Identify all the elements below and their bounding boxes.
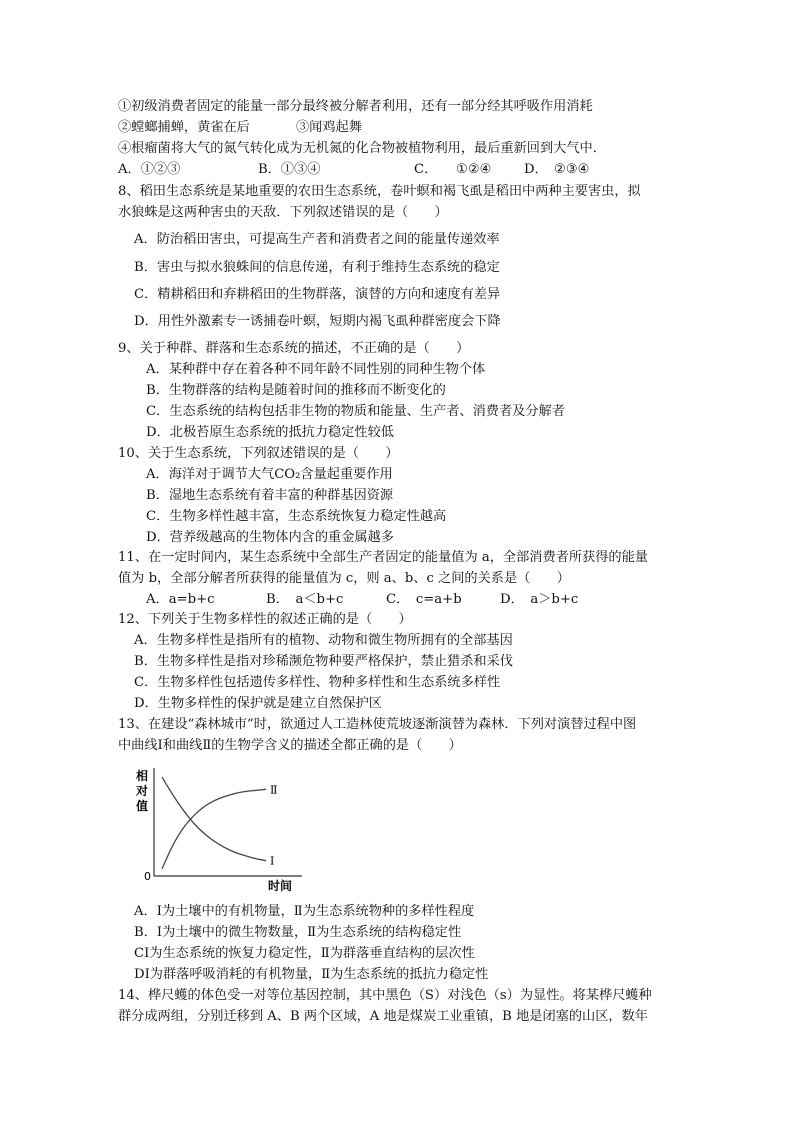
- y-axis-label-char-1: 相: [136, 769, 149, 783]
- q8-option-d: D．用性外激素专一诱捕卷叶螟，短期内褐飞虱种群密度会下降: [134, 314, 501, 329]
- q9-option-c: C．生态系统的结构包括非生物的物质和能量、生产者、消费者及分解者: [146, 404, 565, 419]
- q10-option-b: B．湿地生态系统有着丰富的种群基因资源: [146, 488, 394, 503]
- q10-option-c: C．生物多样性越丰富，生态系统恢复力稳定性越高: [146, 509, 447, 524]
- curve-label-2: Ⅰ: [270, 854, 275, 868]
- q13-option-c: CⅠ为生态系统的恢复力稳定性，Ⅱ为群落垂直结构的层次性: [134, 946, 475, 961]
- curve-series-2: [162, 777, 266, 861]
- q14-stem-line1: 14、桦尺蠖的体色受一对等位基因控制，其中黑色（S）对浅色（s）为显性。将某桦尺蠖种: [118, 988, 652, 1003]
- q14-stem-line2: 群分成两组，分别迁移到 A、B 两个区域，A 地是煤炭工业重镇，B 地是闭塞的山区，数年: [118, 1009, 648, 1024]
- y-axis-label-char-2: 对: [136, 784, 149, 798]
- y-axis-label-char-3: 值: [136, 799, 149, 813]
- q11-option-c: C． c=a+b: [386, 592, 462, 607]
- q12-option-c: C．生物多样性包括遗传多样性、物种多样性和生态系统多样性: [134, 675, 501, 690]
- q11-stem-line1: 11、在一定时间内，某生态系统中全部生产者固定的能量值为 a，全部消费者所获得的能量: [118, 550, 648, 565]
- q8-option-b: B．害虫与拟水狼蛛间的信息传递，有利于维持生态系统的稳定: [134, 260, 500, 275]
- q12-option-a: A．生物多样性是指所有的植物、动物和微生物所拥有的全部基因: [134, 633, 513, 648]
- q10-option-d: D．营养级越高的生物体内含的重金属越多: [146, 530, 394, 545]
- option-c-value: ①②④: [456, 162, 492, 177]
- q9-option-d: D．北极苔原生态系统的抵抗力稳定性较低: [146, 425, 394, 440]
- q13-stem-line1: 13、在建设“森林城市”时，欲通过人工造林使荒坡逐渐演替为森林．下列对演替过程中图: [118, 717, 637, 732]
- q11-option-a: A．a=b+c: [146, 592, 215, 607]
- statement-2: ②螳螂捕蝉，黄雀在后: [118, 120, 250, 135]
- q13-option-d: DⅠ为群落呼吸消耗的有机物量，Ⅱ为生态系统的抵抗力稳定性: [134, 967, 489, 982]
- q13-option-b: B．Ⅰ为土壤中的微生物数量，Ⅱ为生态系统的结构稳定性: [134, 925, 462, 940]
- option-d-label: D．: [524, 162, 548, 177]
- option-d-value: ②③④: [554, 162, 590, 177]
- q10-stem: 10、关于生态系统，下列叙述错误的是（ ）: [118, 446, 399, 461]
- q13-stem-line2: 中曲线Ⅰ和曲线Ⅱ的生物学含义的描述全都正确的是（ ）: [118, 738, 462, 753]
- statement-4: ④根瘤菌将大气的氮气转化成为无机氮的化合物被植物利用，最后重新回到大气中．: [118, 141, 606, 156]
- q12-option-d: D．生物多样性的保护就是建立自然保护区: [134, 696, 382, 711]
- option-a: A．①②③: [118, 162, 181, 177]
- origin-label: 0: [144, 870, 151, 883]
- statement-1: ①初级消费者固定的能量一部分最终被分解者利用，还有一部分经其呼吸作用消耗: [118, 99, 593, 114]
- q11-option-b: B． a＜b+c: [266, 592, 344, 607]
- q12-option-b: B．生物多样性是指对珍稀濒危物种要严格保护，禁止猎杀和采伐: [134, 654, 513, 669]
- q8-stem-line2: 水狼蛛是这两种害虫的天敌．下列叙述错误的是（ ）: [118, 205, 448, 220]
- q8-option-a: A．防治稻田害虫，可提高生产者和消费者之间的能量传递效率: [134, 232, 500, 247]
- q9-option-a: A．某种群中存在着各种不同年龄不同性别的同种生物个体: [146, 362, 486, 377]
- q13-chart: [132, 762, 312, 892]
- curve-label-1: Ⅱ: [270, 783, 278, 797]
- q10-option-a: A．海洋对于调节大气CO₂含量起重要作用: [146, 467, 393, 482]
- x-axis-label: 时间: [268, 879, 293, 892]
- q11-option-d: D． a＞b+c: [500, 592, 579, 607]
- statement-3: ③闻鸡起舞: [296, 120, 362, 135]
- q9-option-b: B．生物群落的结构是随着时间的推移而不断变化的: [146, 383, 446, 398]
- q13-option-a: A．Ⅰ为土壤中的有机物量，Ⅱ为生态系统物种的多样性程度: [134, 904, 475, 919]
- q8-option-c: C．精耕稻田和弃耕稻田的生物群落，演替的方向和速度有差异: [134, 287, 501, 302]
- q9-stem: 9、关于种群、群落和生态系统的描述，不正确的是（ ）: [118, 341, 470, 356]
- q12-stem: 12、下列关于生物多样性的叙述正确的是（ ）: [118, 612, 412, 627]
- option-b: B．①③④: [258, 162, 321, 177]
- q11-stem-line2: 值为 b，全部分解者所获得的能量值为 c，则 a、b、c 之间的关系是（ ）: [118, 571, 570, 586]
- q8-stem-line1: 8、稻田生态系统是某地重要的农田生态系统，卷叶螟和褐飞虱是稻田中两种主要害虫，拟: [118, 184, 641, 199]
- option-c-label: C．: [414, 162, 438, 177]
